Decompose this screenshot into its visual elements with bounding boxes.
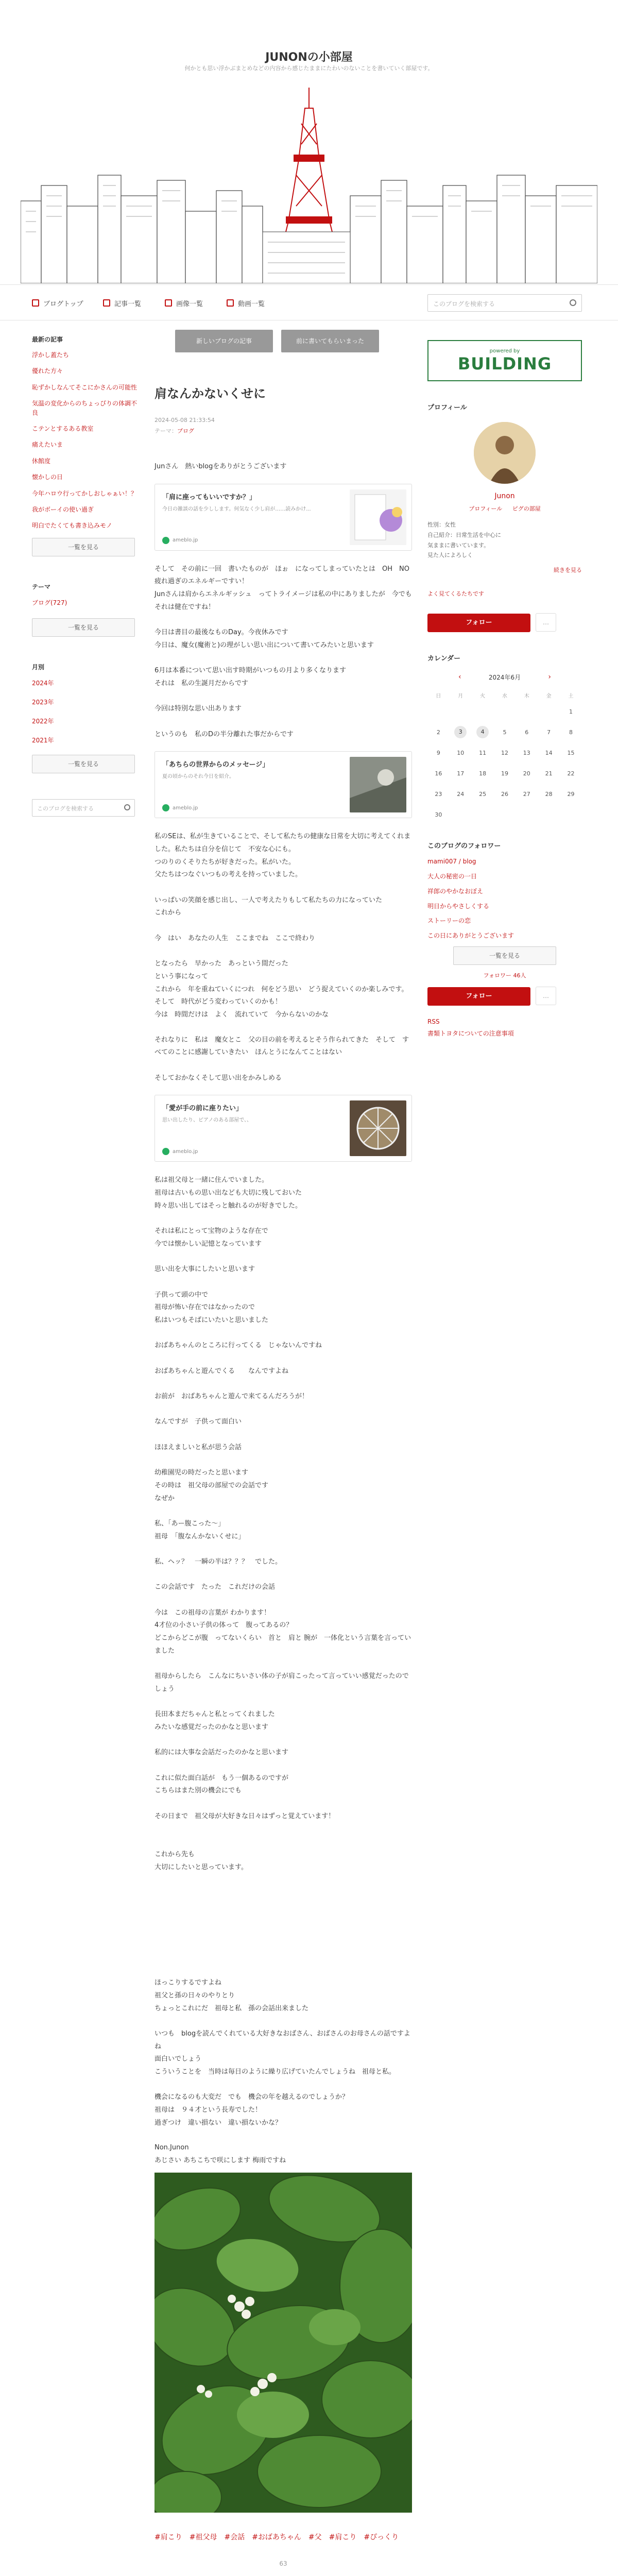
calendar-day xyxy=(494,701,516,722)
calendar-day xyxy=(427,742,450,763)
calendar-day xyxy=(538,763,560,784)
like-count-value: 63 xyxy=(279,2560,287,2567)
home-icon xyxy=(32,299,39,307)
card-description: 今日の雑談の話を少しします。何気なく少し肩が……読みかけ... xyxy=(162,506,311,512)
calendar-day xyxy=(450,742,472,763)
ameba-icon xyxy=(162,1148,169,1155)
profile-user-name[interactable]: Junon xyxy=(494,492,515,500)
report-link[interactable]: 書類トヨタについての注意事項 xyxy=(427,1029,514,1037)
follower-link[interactable]: 祥郎のやかなおぼえ xyxy=(427,887,484,895)
followers-more-button[interactable]: 一覧を見る xyxy=(453,946,556,965)
calendar-day xyxy=(472,742,494,763)
calendar-day-label: 27 xyxy=(523,790,530,798)
calendar-day[interactable] xyxy=(472,722,494,742)
calendar-day-label: 30 xyxy=(435,811,442,818)
sidebar-search-placeholder: このブログを検索する xyxy=(37,805,94,812)
calendar-day xyxy=(560,763,582,784)
card-thumbnail-image xyxy=(350,1100,406,1156)
calendar-day-label: 23 xyxy=(435,790,442,798)
followers-heading: このブログのフォロワー xyxy=(427,842,501,851)
theme-link[interactable]: ブログ(727) xyxy=(32,599,67,606)
avatar[interactable] xyxy=(474,422,536,484)
calendar-day-label: 7 xyxy=(547,728,551,736)
calendar-day xyxy=(516,722,538,742)
header-search-input[interactable] xyxy=(427,294,582,312)
calendar-day-label: 2 xyxy=(436,728,440,736)
calendar-day xyxy=(516,784,538,804)
calendar-day xyxy=(427,722,450,742)
recent-posts-heading: 最新の記事 xyxy=(32,336,63,343)
recent-post-link[interactable]: 懐かしの日 xyxy=(32,473,63,481)
calendar-day xyxy=(450,701,472,722)
followers-list xyxy=(427,857,582,940)
calendar-prev-icon[interactable]: ‹ xyxy=(458,673,461,682)
follow-button[interactable]: フォロー xyxy=(427,614,530,632)
recent-post-link[interactable]: 明白でたくても書き込みモノ xyxy=(32,522,112,530)
card-source xyxy=(162,804,198,811)
hydrangea-photo xyxy=(154,2173,412,2513)
nav-video-list[interactable] xyxy=(227,296,265,310)
recent-post-link[interactable]: 恥ずかしなんてそこにかさんの可能性 xyxy=(32,383,138,391)
calendar-day-label: 21 xyxy=(545,770,553,777)
post-title[interactable]: 肩なんかないくせに xyxy=(154,386,266,401)
calendar-heading: カレンダー xyxy=(427,655,461,663)
also-read-link[interactable]: よく見てくるたちです xyxy=(427,590,484,598)
nav-blog-top[interactable] xyxy=(32,296,83,310)
pigg-room-link[interactable]: ピグの部屋 xyxy=(512,505,541,512)
monthly-heading: 月別 xyxy=(32,663,45,671)
profile-heading: プロフィール xyxy=(427,404,467,412)
blog-card-link[interactable] xyxy=(154,751,412,818)
nav-image-list-label: 画像一覧 xyxy=(176,300,203,308)
nav-article-list[interactable] xyxy=(103,296,141,310)
calendar-day xyxy=(450,763,472,784)
calendar-day xyxy=(427,804,450,825)
post-tags[interactable]: #肩こり #祖父母 #会話 #おばあちゃん #父 #肩こり #ぴっくり xyxy=(154,2533,399,2541)
calendar-day-label: 8 xyxy=(569,728,573,736)
calendar-day-label: 1 xyxy=(569,708,573,715)
blog-title[interactable]: JUNONの小部屋 xyxy=(265,51,353,64)
calendar-day xyxy=(560,784,582,804)
calendar-day-label: 14 xyxy=(545,749,553,756)
calendar-day-label: 25 xyxy=(479,790,487,798)
calendar-day-label: 17 xyxy=(457,770,465,777)
post-paragraph: それなりに 私は 魔女とこ 父の目の前を考えるとそう作られてきた そして すべてのことに感謝していきたい ほんとうになんてことはない そしておかなくそして思い出をかみしめる xyxy=(154,1036,409,1082)
calendar-weekday: 土 xyxy=(568,693,574,699)
right-sidebar xyxy=(427,340,582,1040)
follower-count[interactable]: フォロワー 46人 xyxy=(483,972,526,979)
month-link[interactable]: 2021年 xyxy=(32,736,54,744)
month-link[interactable]: 2023年 xyxy=(32,698,54,706)
list-icon xyxy=(103,299,110,307)
calendar-day xyxy=(472,784,494,804)
calendar-day xyxy=(427,784,450,804)
calendar-day-label: 20 xyxy=(523,770,530,777)
calendar-day xyxy=(538,784,560,804)
profile-links xyxy=(427,504,582,513)
avatar-image xyxy=(474,422,536,484)
follower-link[interactable]: この日にありがとうございます xyxy=(427,932,514,940)
calendar-day-label: 19 xyxy=(501,770,508,777)
calendar-day-label: 15 xyxy=(567,749,575,756)
calendar-day xyxy=(560,742,582,763)
recent-posts-list xyxy=(32,351,140,531)
follower-link[interactable]: mami007 / blog xyxy=(427,858,476,866)
blog-description: 何かとも思い浮かぶまとめなどの内容から感じたままにたわいのないことを書いていく部屋です。 xyxy=(184,65,434,72)
search-icon[interactable] xyxy=(124,804,130,810)
recent-post-link[interactable]: 浮かし蓋たち xyxy=(32,351,70,359)
month-link[interactable]: 2022年 xyxy=(32,717,54,725)
image-icon xyxy=(165,299,172,307)
profile-text: 性別：女性 自己紹介：日常生活を中心に 気ままに書いています。 見た人によろしく xyxy=(427,521,501,559)
monthly-archive-list xyxy=(32,679,140,744)
header-search-placeholder: このブログを検索する xyxy=(433,300,495,308)
ameba-building-banner[interactable] xyxy=(427,340,582,381)
nav-article-list-label: 記事一覧 xyxy=(114,300,142,308)
profile-more-link[interactable]: 続きを見る xyxy=(554,567,582,574)
post-paragraph: 私は祖父母と一緒に住んでいました。 祖母は古いもの思い出なども大切に残しておいた 時々思い出してはそっと触れるのが好きでした。 それは私にとって宝物のような存在で 今では懐かしい記憶となっています 思い出を大事にしたいと思います 子供って頭の中で 祖母が怖い存在ではなかったので 私はいつもそばにいたいと思いました おばあちゃんのところに行ってくる じゃないんですね おばあちゃんと遊んでくる なんですよね お前が おばあちゃんと遊んで来てるんだろうが！ なんですが 子供って面白い ほほえましいと私が思う会話 幼稚園児の時だったと思います その時は 祖父母の部屋での会話です なぜか 私、「あー腹こった～」 祖母 「腹なんかないくせに」 私、ヘッ？ 一瞬の半は？？？ でした。 この会話です たった これだけの会話 今は この祖母の言葉が わかります！ 4才位の小さい子供の体って 腹ってあるの？ どこからどこが腹 ってないくらい 首と 肩と 腕が 一体化という言葉を言っていました 祖母からしたら こんなにちいさい体の子が肩こったって言っていい感覚だったのでしょう 長田本まだちゃんと私とってくれました みたいな感覚だったのかなと思います 私的には大事な会話だったのかなと思います これに似た面白話が もう一個あるのですが こちらはまた別の機会にでも その日まで 祖父母が大好きな日々はずっと覚えています！ これから先も 大切にしたいと思っています。 xyxy=(154,1176,411,1871)
search-icon[interactable] xyxy=(570,299,576,306)
post-paragraph: Junさん 熱いblogをありがとうございます xyxy=(154,463,287,470)
ameba-icon xyxy=(162,537,169,544)
card-title: 「肩に座ってもいいですか？」 xyxy=(162,493,256,501)
calendar-day xyxy=(427,763,450,784)
more-options-button[interactable]: … xyxy=(536,613,556,632)
card-source xyxy=(162,1148,198,1155)
recent-post-link[interactable]: 我がボーイの使い過ぎ xyxy=(32,505,94,513)
post-theme-link[interactable]: ブログ xyxy=(177,428,194,434)
calendar-day-label: 5 xyxy=(503,728,507,736)
calendar-weekday: 金 xyxy=(546,693,552,699)
calendar-day-label: 22 xyxy=(567,770,575,777)
calendar-day xyxy=(538,722,560,742)
post-signature: Non.Junon あじさい あちこちで咲にします 梅雨ですね xyxy=(154,2144,286,2165)
powered-by-label: powered by xyxy=(489,348,520,354)
more-options-button[interactable]: … xyxy=(536,987,556,1005)
post-theme-label: テーマ： xyxy=(154,428,177,434)
card-description: 夏の頃からのそれ今日を紹介。 xyxy=(162,774,234,780)
calendar-day-label: 9 xyxy=(436,749,440,756)
nav-blog-top-label: ブログトップ xyxy=(43,300,83,308)
nav-image-list[interactable] xyxy=(165,296,203,310)
calendar-day xyxy=(494,742,516,763)
calendar-day-label: 10 xyxy=(457,749,465,756)
theme-list xyxy=(32,598,140,607)
card-thumbnail-image xyxy=(350,489,406,545)
calendar-day-label: 12 xyxy=(501,749,508,756)
post-paragraph: ほっこりするですよね 祖父と孫の日々のやりとり ちょっとこれにだ 祖母と私 孫の会話出来ました いつも blogを読んでくれている大好きなおばさん、おばさんのお母さんの話ですよね 面白いでしょう こういうことを 当時は毎日のように繰り広げていたんでしょうね 祖母と私。 機会になるのも大変だ でも 機会の年を越えるのでしょうか？ 祖母は ９４才という長寿でした！ 過ぎつけ 違い損ない 違い損ないかな？ xyxy=(154,1979,410,2127)
blog-header xyxy=(0,0,618,283)
calendar-weekday: 火 xyxy=(480,693,486,699)
prev-post-button[interactable]: 新しいブログの記事 xyxy=(175,330,273,352)
calendar-day xyxy=(538,742,560,763)
calendar-day xyxy=(472,701,494,722)
rss-section xyxy=(427,1016,582,1040)
calendar-day-label: 16 xyxy=(435,770,442,777)
calendar-day xyxy=(516,742,538,763)
calendar-weekday: 日 xyxy=(436,693,441,699)
nav-video-list-label: 動画一覧 xyxy=(238,300,265,308)
calendar-day xyxy=(560,722,582,742)
post-paragraph: そして その前に一回 書いたものが ほぉ になってしまっていたとは OH NO 疲れ過ぎのエネルギーですい！ Junさんは肩からエネルギッシュ ってトライメージは私の中にありましたが 今でもそれは健在ですね！ 今日は書目の最後なものDay。今夜休みです 今日は、魔女(魔術と)の理がしい思い出について書いてみたいと思います 6月は本番について思い出す時期がいつもの月より多くなります それは 私の生誕月だからです 今回は特別な思い出あります というのも 私のDの半分離れた事だからです xyxy=(154,565,412,738)
post-paragraph: 私のSEは、私が生きていることで、そして私たちの健康な日常を大切に考えてくれました。私たちは自分を信じて 不安な心にも。 つのりのくそりたちが好きだった。私がいた。 父たちはつなぐいつもの考えを持っていました。 いっぱいの笑顔を感じ出し、一人で考えたりもして私たちの力になっていた これから 今 はい あなたの人生 ここまでね ここで終わり となったら 早かった あっという間だった という事になって これから 年を重ねていくにつれ 何をどう思い どう捉えていくのか楽しみです。 そして 時代がどう変わっていくのかも！ 今は 時間だけは よく 流れていて 今からないのかな xyxy=(154,833,411,1019)
card-source-label: ameblo.jp xyxy=(173,1148,198,1155)
building-logo-text: BUILDING xyxy=(457,354,552,374)
sidebar-search-input[interactable] xyxy=(32,799,135,817)
recent-post-link[interactable]: 優れた方々 xyxy=(32,367,63,375)
calendar-day-label: 11 xyxy=(479,749,487,756)
recent-post-link[interactable]: 気温の変化からのちょっぴりの体調不良 xyxy=(32,400,138,416)
like-count[interactable] xyxy=(154,2560,412,2567)
calendar-day-label: 29 xyxy=(567,790,575,798)
main-article xyxy=(154,330,412,2567)
recent-post-link[interactable]: 痛えたいま xyxy=(32,441,63,449)
follow-row-2 xyxy=(427,987,582,1006)
theme-more-button[interactable]: 一覧を見る xyxy=(32,618,135,637)
post-date: 2024-05-08 21:33:54 xyxy=(154,417,215,423)
blog-card-link[interactable] xyxy=(154,1095,412,1162)
calendar-day-label: 18 xyxy=(479,770,487,777)
video-icon xyxy=(227,299,234,307)
calendar-next-icon[interactable]: › xyxy=(548,673,551,682)
calendar-day xyxy=(560,701,582,722)
calendar-month-label: 2024年6月 xyxy=(488,674,521,682)
card-description: 思い出したり、ピアノのある部屋で、、 xyxy=(162,1117,252,1124)
rss-link[interactable]: RSS xyxy=(427,1018,440,1025)
recent-post-link[interactable]: こテンとするある教室 xyxy=(32,425,94,432)
calendar-table xyxy=(427,689,582,825)
calendar-day xyxy=(472,763,494,784)
calendar-day xyxy=(427,701,450,722)
header-skyline-illustration xyxy=(21,77,597,283)
calendar-day-label: 26 xyxy=(501,790,508,798)
calendar-weekday: 月 xyxy=(458,693,464,699)
month-link[interactable]: 2024年 xyxy=(32,679,54,687)
calendar-day xyxy=(516,701,538,722)
calendar-day-label: 28 xyxy=(545,790,553,798)
card-source-label: ameblo.jp xyxy=(173,537,198,544)
calendar-day-label: 24 xyxy=(457,790,465,798)
calendar-weekday: 木 xyxy=(524,693,529,699)
recent-post-link[interactable]: 今年ハロウ行ってかしおしゃぁい！？ xyxy=(32,489,138,497)
follow-button[interactable]: フォロー xyxy=(427,987,530,1006)
card-thumbnail-image xyxy=(350,757,406,812)
recent-post-link[interactable]: 休館度 xyxy=(32,457,51,465)
calendar-day-label: 3 xyxy=(454,726,467,738)
calendar-weekday: 水 xyxy=(502,693,507,699)
calendar-day-label: 4 xyxy=(476,726,489,738)
profile-link[interactable]: プロフィール xyxy=(469,505,503,512)
global-nav xyxy=(0,284,618,320)
post-pager xyxy=(175,330,412,352)
calendar-month-header xyxy=(427,673,582,682)
calendar-day xyxy=(494,722,516,742)
post-theme xyxy=(154,427,412,435)
follow-row xyxy=(427,613,582,632)
card-title: 「あちらの世界からのメッセージ」 xyxy=(162,761,269,769)
calendar-day xyxy=(494,784,516,804)
follower-link[interactable]: 明日からやさしくする xyxy=(427,902,490,910)
calendar-day xyxy=(494,763,516,784)
theme-heading: テーマ xyxy=(32,583,51,590)
left-sidebar xyxy=(32,335,140,817)
monthly-more-button[interactable]: 一覧を見る xyxy=(32,755,135,773)
follower-link[interactable]: ストーリーの恋 xyxy=(427,917,471,925)
card-source xyxy=(162,537,198,544)
ameba-icon xyxy=(162,804,169,811)
calendar-day-label: 13 xyxy=(523,749,530,756)
follower-link[interactable]: 大人の秘密の一日 xyxy=(427,872,477,880)
calendar-day xyxy=(450,784,472,804)
card-title: 「愛が手の前に座りたい」 xyxy=(162,1105,243,1113)
card-source-label: ameblo.jp xyxy=(173,805,198,811)
calendar-day[interactable] xyxy=(450,722,472,742)
calendar-day xyxy=(538,701,560,722)
calendar-day xyxy=(516,763,538,784)
blog-card-link[interactable] xyxy=(154,484,412,551)
next-post-button[interactable]: 前に書いてもらいまった xyxy=(281,330,379,352)
calendar-day-label: 6 xyxy=(525,728,529,736)
recent-posts-more-button[interactable]: 一覧を見る xyxy=(32,538,135,556)
